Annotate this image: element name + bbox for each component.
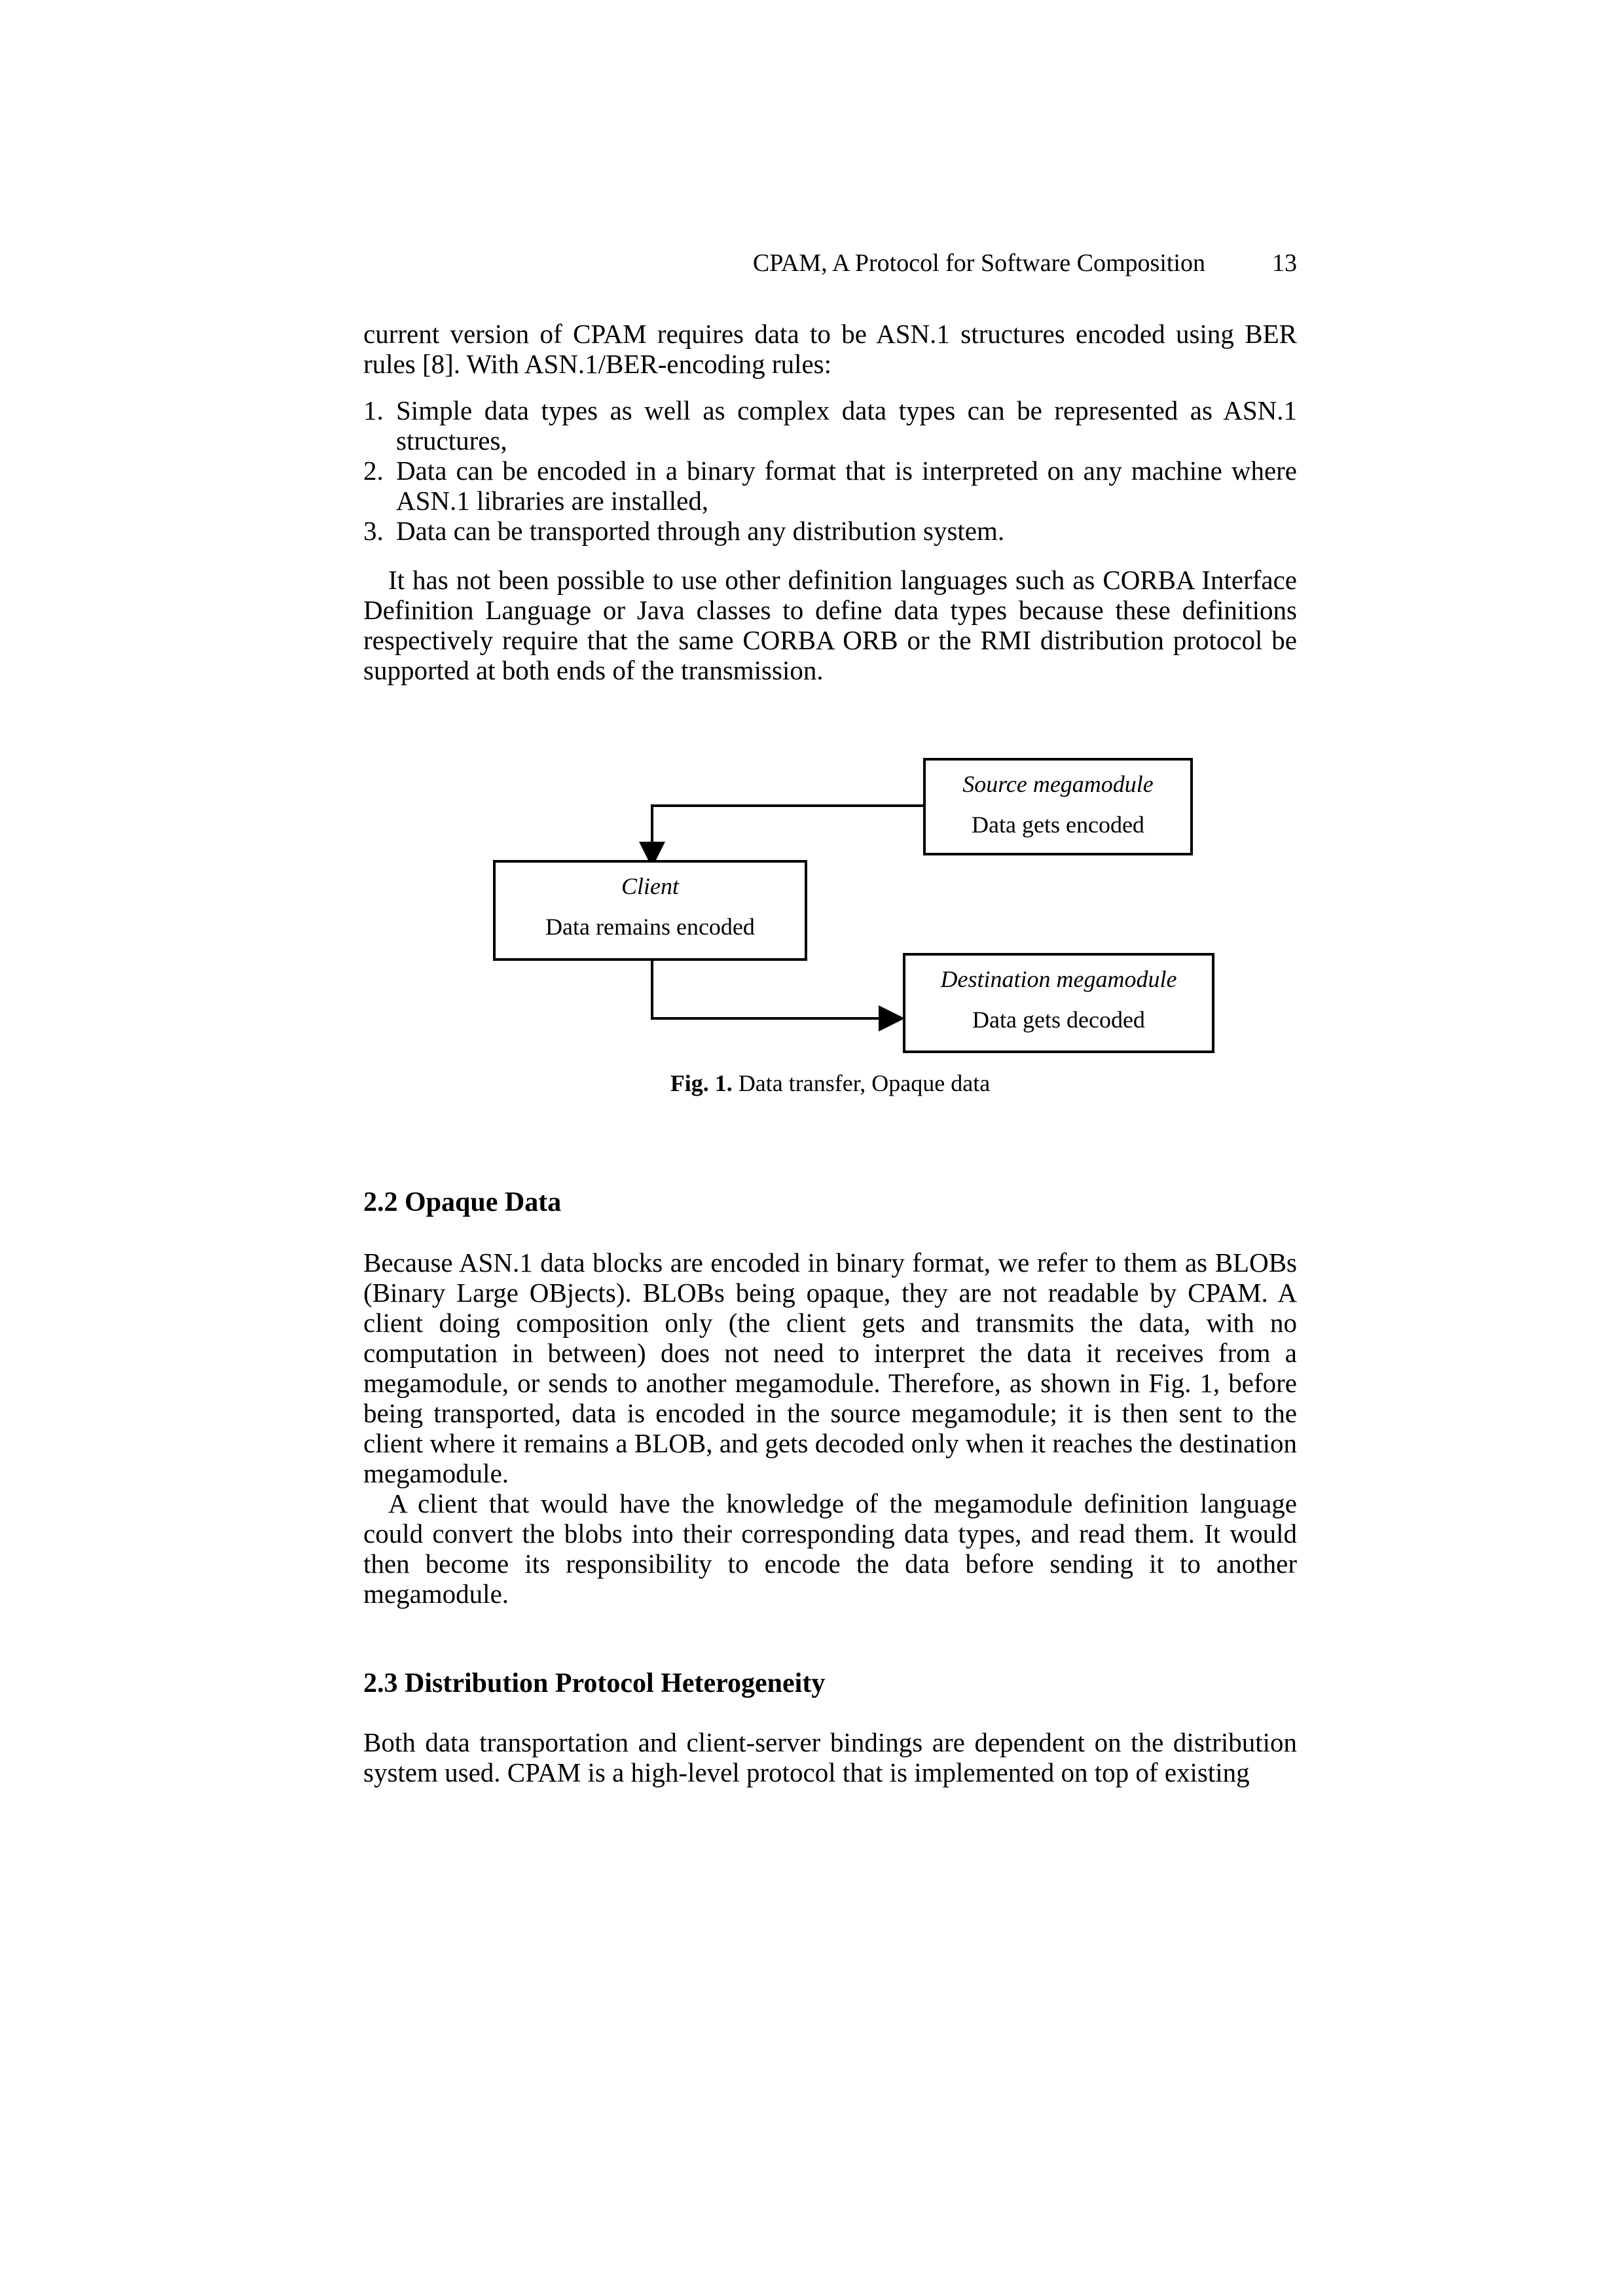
section-heading-distribution-protocol: 2.3 Distribution Protocol Heterogeneity bbox=[363, 1668, 826, 1698]
destination-megamodule-title: Destination megamodule bbox=[940, 966, 1177, 992]
destination-megamodule-box bbox=[904, 954, 1213, 1052]
opaque-data-paragraph-2: A client that would have the knowledge of the megamodule definition language could convert the blobs into their corresponding data types, and read them. It would then become its responsibility to encode the data before sending it to another megamodule. bbox=[363, 1488, 1297, 1609]
list-item-text: Data can be transported through any distribution system. bbox=[396, 516, 1005, 546]
client-title: Client bbox=[621, 873, 679, 899]
list-item-text: Data can be encoded in a binary format that is interpreted on any machine where ASN.1 libraries are installed, bbox=[396, 456, 1297, 516]
opaque-data-paragraphs bbox=[363, 1247, 1297, 1609]
client-text: Data remains encoded bbox=[545, 914, 755, 940]
definition-languages-paragraph: It has not been possible to use other definition languages such as CORBA Interface Definition Language or Java classes to define data types because these definitions respectively require that the same CORBA ORB or the RMI distribution protocol be supported at both ends of the transmission. bbox=[363, 565, 1297, 685]
section-heading-opaque-data: 2.2 Opaque Data bbox=[363, 1187, 562, 1217]
figure-caption bbox=[363, 1068, 1297, 1098]
client-box bbox=[494, 861, 806, 960]
page-number: 13 bbox=[1272, 249, 1297, 277]
distribution-protocol-paragraphs bbox=[363, 1727, 1297, 1787]
arrow-source-to-client bbox=[652, 806, 924, 865]
list-item-number: 1. bbox=[363, 395, 384, 425]
destination-megamodule-text: Data gets decoded bbox=[972, 1007, 1145, 1033]
list-item-number: 3. bbox=[363, 516, 384, 546]
source-megamodule-title: Source megamodule bbox=[962, 771, 1154, 797]
running-title: CPAM, A Protocol for Software Composition bbox=[752, 249, 1205, 277]
list-item-text: Simple data types as well as complex data types can be represented as ASN.1 structures, bbox=[396, 395, 1297, 456]
intro-paragraph: current version of CPAM requires data to be ASN.1 structures encoded using BER rules [8]. With ASN.1/BER-encoding rules: bbox=[363, 319, 1297, 379]
figure-caption-label: Fig. 1. bbox=[670, 1070, 733, 1096]
distribution-protocol-paragraph-1: Both data transportation and client-server bindings are dependent on the distribution system used. CPAM is a high-level protocol that is implemented on top of existing bbox=[363, 1727, 1297, 1787]
figure-caption-text: Data transfer, Opaque data bbox=[738, 1070, 991, 1096]
source-megamodule-text: Data gets encoded bbox=[972, 812, 1144, 838]
list-item-number: 2. bbox=[363, 456, 384, 486]
opaque-data-paragraph-1: Because ASN.1 data blocks are encoded in binary format, we refer to them as BLOBs (Binary Large OBjects). BLOBs being opaque, they are not readable by CPAM. A client doing composition only (the client gets and transmits the data, with no computation in between) does not need to interpret the data it receives from a megamodule, or sends to another megamodule. Therefore, as shown in Fig. 1, before being transported, data is encoded in the source megamodule; it is then sent to the client where it remains a BLOB, and gets decoded only when it reaches the destination megamodule. bbox=[363, 1247, 1297, 1488]
source-megamodule-box bbox=[924, 759, 1192, 854]
arrow-client-to-destination bbox=[652, 960, 902, 1018]
